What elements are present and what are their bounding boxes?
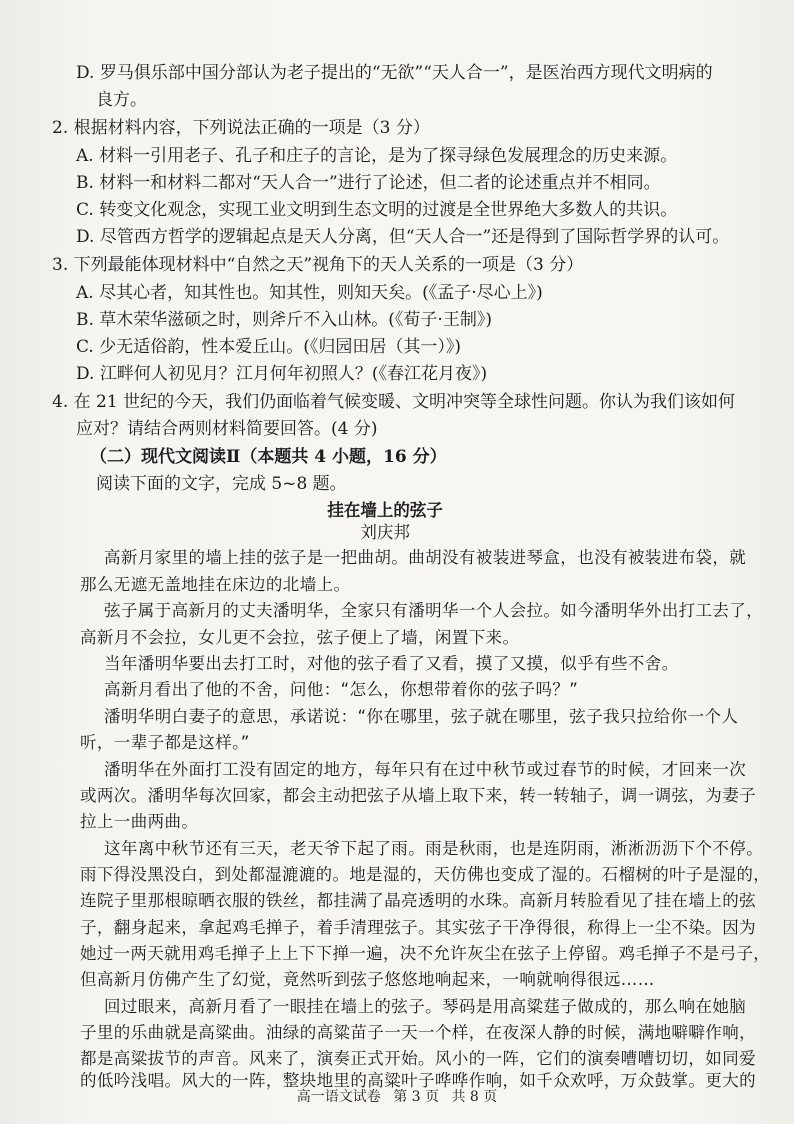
story-line: 高新月家里的墙上挂的弦子是一把曲胡。曲胡没有被装进琴盒，也没有被装进布袋，就 — [104, 548, 747, 567]
story-line: 子，翻身起来，拿起鸡毛掸子，着手清理弦子。其实弦子干净得很，称得上一尘不染。因为 — [80, 918, 756, 937]
footer-exam-name: 高一语文试卷 — [296, 1089, 381, 1105]
story-line: 但高新月仿佛产生了幻觉，竟然听到弦子悠悠地响起来，一响就响得很远…… — [80, 970, 655, 989]
q2-option-a: A. 材料一引用老子、孔子和庄子的言论，是为了探寻绿色发展理念的历史来源。 — [76, 146, 678, 166]
story-title: 挂在墙上的弦子 — [327, 501, 443, 521]
story-line: 她过一两天就用鸡毛掸子上上下下掸一遍，决不允许灰尘在弦子上停留。鸡毛掸子不是弓子， — [80, 944, 771, 963]
footer-page-number: 第 3 页 — [393, 1089, 439, 1105]
story-line: 的低吟浅唱。风大的一阵，整块地里的高粱叶子哗哗作响，如千众欢呼，万众鼓掌。更大的 — [80, 1071, 756, 1090]
q3-option-b: B. 草木荣华滋硕之时，则斧斤不入山林。(《荀子·王制》) — [76, 310, 492, 330]
q2-option-b: B. 材料一和材料二都对“天人合一”进行了论述，但二者的论述重点并不相同。 — [76, 173, 661, 193]
story-line: 当年潘明华要出去打工时，对他的弦子看了又看，摸了又摸，似乎有些不舍。 — [104, 654, 679, 673]
q2-stem: 2. 根据材料内容，下列说法正确的一项是（3 分） — [52, 118, 430, 138]
story-line: 潘明华明白妻子的意思，承诺说：“你在哪里，弦子就在哪里，弦子我只拉给你一个人 — [104, 707, 739, 726]
story-line: 拉上一曲两曲。 — [80, 812, 199, 831]
page-footer — [0, 1086, 794, 1106]
q3-option-c: C. 少无适俗韵，性本爱丘山。(《归园田居（其一）》) — [76, 337, 461, 357]
story-line: 连院子里那根晾晒衣服的铁丝，都挂满了晶亮透明的水珠。高新月转脸看见了挂在墙上的弦 — [80, 891, 756, 910]
story-line: 或两次。潘明华每次回家，都会主动把弦子从墙上取下来，转一转轴子，调一调弦，为妻子 — [80, 786, 756, 805]
story-author: 刘庆邦 — [360, 523, 410, 543]
story-line: 听，一辈子都是这样。” — [80, 733, 250, 752]
q1-option-d-line1: D. 罗马俱乐部中国分部认为老子提出的“无欲”“天人合一”，是医治西方现代文明病的 — [76, 63, 713, 83]
section-heading: （二）现代文阅读Ⅱ（本题共 4 小题，16 分） — [90, 447, 447, 467]
story-line: 潘明华在外面打工没有固定的地方，每年只有在过中秋节或过春节的时候，才回来一次 — [104, 760, 747, 779]
story-line: 子里的乐曲就是高粱曲。油绿的高粱苗子一天一个样，在夜深人静的时候，满地噼噼作响， — [80, 1023, 756, 1042]
q3-stem: 3. 下列最能体现材料中“自然之天”视角下的天人关系的一项是（3 分） — [52, 255, 584, 275]
q3-option-d: D. 江畔何人初见月？江月何年初照人？(《春江花月夜》) — [76, 364, 488, 384]
q4-line2: 应对？请结合两则材料简要回答。(4 分) — [76, 419, 378, 439]
section-instruction: 阅读下面的文字，完成 5~8 题。 — [96, 474, 347, 494]
q1-option-d-line2: 良方。 — [96, 90, 147, 110]
story-line: 那么无遮无盖地挂在床边的北墙上。 — [80, 575, 351, 594]
footer-total-pages: 共 8 页 — [451, 1089, 498, 1105]
story-line: 雨下得没黑没白，到处都湿漉漉的。地是湿的，天仿佛也变成了湿的。石榴树的叶子是湿的， — [80, 865, 771, 884]
story-line: 高新月不会拉，女儿更不会拉，弦子便上了墙，闲置下来。 — [80, 628, 520, 647]
q3-option-a: A. 尽其心者，知其性也。知其性，则知天矣。(《孟子·尽心上》) — [76, 283, 543, 303]
story-line: 弦子属于高新月的丈夫潘明华，全家只有潘明华一个人会拉。如今潘明华外出打工去了， — [104, 601, 764, 620]
story-line: 这年离中秋节还有三天，老天爷下起了雨。雨是秋雨，也是连阴雨，淅淅沥沥下个不停。 — [104, 839, 764, 858]
story-line: 高新月看出了他的不舍，问他：“怎么，你想带着你的弦子吗？” — [104, 680, 579, 699]
q4-line1: 4. 在 21 世纪的今天，我们仍面临着气候变暖、文明冲突等全球性问题。你认为我们该如何 — [52, 392, 736, 412]
q2-option-d: D. 尽管西方哲学的逻辑起点是天人分离，但“天人合一”还是得到了国际哲学界的认可。 — [76, 227, 730, 247]
story-line: 都是高粱拔节的声音。风来了，演奏正式开始。风小的一阵，它们的演奏嘈嘈切切，如同爱 — [80, 1049, 756, 1068]
q2-option-c: C. 转变文化观念，实现工业文明到生态文明的过渡是全世界绝大多数人的共识。 — [76, 200, 678, 220]
story-line: 回过眼来，高新月看了一眼挂在墙上的弦子。琴码是用高粱莛子做成的，那么响在她脑 — [104, 997, 747, 1016]
